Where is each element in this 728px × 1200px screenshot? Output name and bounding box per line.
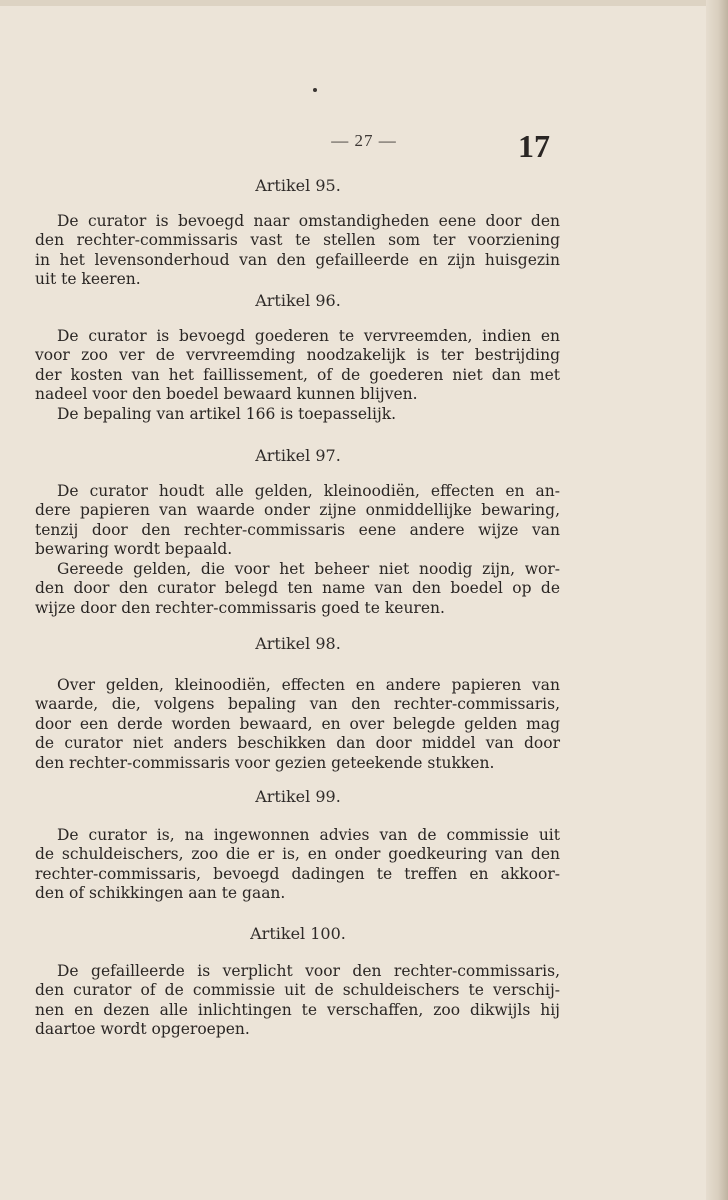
text-line: nadeel voor den boedel bewaard kunnen blijven. (35, 385, 418, 404)
text-line: De curator is, na ingewonnen advies van de commissie uit (57, 826, 560, 844)
article-100-heading: Artikel 100. (250, 924, 346, 943)
article-98-paragraph (35, 676, 560, 773)
text-line: wijze door den rechter-commissaris goed te keuren. (35, 598, 445, 617)
article-96-paragraph-2 (35, 405, 560, 424)
text-line: in het levensonderhoud van den gefailleerde en zijn huisgezin (35, 250, 560, 269)
text-line: den rechter-commissaris voor gezien geteekende stukken. (35, 753, 495, 772)
text-line: den of schikkingen aan te gaan. (35, 884, 286, 903)
article-95-paragraph (35, 212, 560, 290)
text-line: De bepaling van artikel 166 is toepasselijk. (57, 405, 397, 423)
article-95-heading: Artikel 95. (255, 176, 341, 195)
page-right-edge (706, 0, 728, 1200)
text-line: De curator is bevoegd naar omstandigheden eene door den (57, 212, 560, 230)
text-line: daartoe wordt opgeroepen. (35, 1020, 250, 1039)
article-97-heading: Artikel 97. (255, 446, 341, 465)
text-line: rechter-commissaris, bevoegd dadingen te treffen en akkoor- (35, 864, 560, 883)
text-line: door een derde worden bewaard, en over belegde gelden mag (35, 714, 560, 733)
article-97-paragraph-2 (35, 560, 560, 618)
article-96-paragraph-1 (35, 327, 560, 405)
text-line: Gereede gelden, die voor het beheer niet noodig zijn, wor- (57, 560, 560, 578)
text-line: De gefailleerde is verplicht voor den rechter-commissaris, (57, 962, 560, 980)
text-line: De curator houdt alle gelden, kleinoodiën, effecten en an- (57, 482, 560, 500)
text-line: voor zoo ver de vervreemding noodzakelijk is ter bestrijding (35, 346, 560, 365)
sheet-number: 17 (518, 128, 550, 164)
article-98-heading: Artikel 98. (255, 634, 341, 653)
text-line: bewaring wordt bepaald. (35, 540, 233, 559)
article-99-heading: Artikel 99. (255, 787, 341, 806)
article-100-paragraph (35, 962, 560, 1040)
text-line: De curator is bevoegd goederen te vervreemden, indien en (57, 327, 560, 345)
article-97-paragraph-1 (35, 482, 560, 560)
text-line: de schuldeischers, zoo die er is, en onder goedkeuring van den (35, 845, 560, 864)
text-line: den curator of de commissie uit de schuldeischers te verschij- (35, 981, 560, 1000)
text-line: nen en dezen alle inlichtingen te verschaffen, zoo dikwijls hij (35, 1000, 560, 1019)
article-96-heading: Artikel 96. (255, 291, 341, 310)
page-top-edge (0, 0, 728, 6)
article-99-paragraph (35, 826, 560, 904)
text-line: tenzij door den rechter-commissaris eene andere wijze van (35, 520, 560, 539)
text-line: waarde, die, volgens bepaling van den rechter-commissaris, (35, 695, 560, 714)
text-line: den door den curator belegd ten name van den boedel op de (35, 579, 560, 598)
running-page-number: — 27 — (331, 131, 397, 150)
text-line: uit te keeren. (35, 270, 141, 289)
ink-speck (313, 88, 317, 92)
text-line: dere papieren van waarde onder zijne onmiddellijke bewaring, (35, 501, 560, 520)
text-line: Over gelden, kleinoodiën, effecten en andere papieren van (57, 676, 560, 694)
text-line: den rechter-commissaris vast te stellen som ter voorziening (35, 231, 560, 250)
text-line: de curator niet anders beschikken dan door middel van door (35, 734, 560, 753)
text-line: der kosten van het faillissement, of de goederen niet dan met (35, 365, 560, 384)
